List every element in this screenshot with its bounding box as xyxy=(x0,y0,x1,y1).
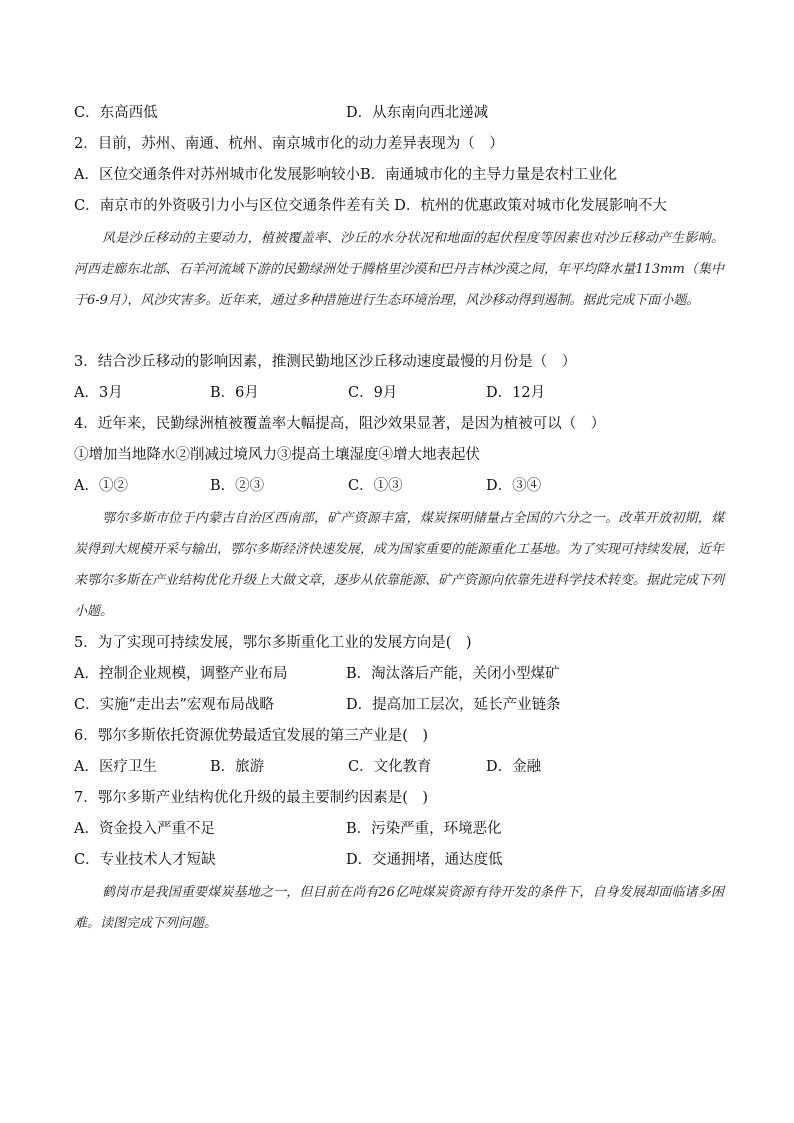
q4-items: ①增加当地降水②削减过境风力③提高土壤湿度④增大地表起伏 xyxy=(74,447,480,463)
q2-stem: 2．目前，苏州、南通、杭州、南京城市化的动力差异表现为（ ） xyxy=(74,136,504,152)
q5-option-b: B．淘汰落后产能，关闭小型煤矿 xyxy=(346,666,560,682)
passage-dunes: 风是沙丘移动的主要动力，植被覆盖率、沙丘的水分状况和地面的起伏程度等因素也对沙丘移动产生影响。河西走廊东北部、石羊河流域下游的民勤绿洲处于腾格里沙漠和巴丹吉林沙漠之间，年平均降水量113mm（集中于6-9月），风沙灾害多。近年来，通过多种措施进行生态环境治理，风沙移动得到遏制。据此完成下面小题。 xyxy=(74,231,724,308)
q2-options-cd: C．南京市的外资吸引力小与区位交通条件差有关 D．杭州的优惠政策对城市化发展影响不大 xyxy=(74,198,667,214)
passage-hegang: 鹤岗市是我国重要煤炭基地之一，但目前在尚有26亿吨煤炭资源有待开发的条件下，自身发展却面临诸多困难。读图完成下列问题。 xyxy=(74,885,724,931)
q2-options-ab: A．区位交通条件对苏州城市化发展影响较小B．南通城市化的主导力量是农村工业化 xyxy=(74,167,618,183)
q3-options xyxy=(74,383,734,403)
q5-stem: 5．为了实现可持续发展，鄂尔多斯重化工业的发展方向是( ) xyxy=(74,635,472,651)
q7-option-d: D．交通拥堵，通达度低 xyxy=(346,852,503,868)
q1-option-d: D．从东南向西北递减 xyxy=(346,105,489,121)
q5-options-ab xyxy=(74,664,734,684)
q5-option-d: D．提高加工层次，延长产业链条 xyxy=(346,697,561,713)
q6-option-b: B．旅游 xyxy=(210,759,265,775)
q1-option-c: C．东高西低 xyxy=(74,105,158,121)
q3-option-a: A．3月 xyxy=(74,385,123,401)
q5-option-c: C．实施“走出去”宏观布局战略 xyxy=(74,697,274,713)
q7-options-cd xyxy=(74,850,734,870)
q1-options-cd xyxy=(74,103,734,123)
passage-ordos: 鄂尔多斯市位于内蒙古自治区西南部，矿产资源丰富，煤炭探明储量占全国的六分之一。改革开放初期，煤炭得到大规模开采与输出，鄂尔多斯经济快速发展，成为国家重要的能源重化工基地。为了实现可持续发展，近年来鄂尔多斯在产业结构优化升级上大做文章，逐步从依靠能源、矿产资源向依靠先进科学技术转变。据此完成下列小题。 xyxy=(74,511,725,619)
q7-options-ab xyxy=(74,819,734,839)
q4-options xyxy=(74,476,734,496)
q6-option-c: C．文化教育 xyxy=(348,759,432,775)
q7-stem: 7．鄂尔多斯产业结构优化升级的最主要制约因素是( ) xyxy=(74,790,429,806)
q7-option-b: B．污染严重，环境恶化 xyxy=(346,821,502,837)
q7-option-a: A．资金投入严重不足 xyxy=(74,821,215,837)
q4-stem: 4．近年来，民勤绿洲植被覆盖率大幅提高，阻沙效果显著，是因为植被可以（ ） xyxy=(74,416,606,432)
q6-option-a: A．医疗卫生 xyxy=(74,759,157,775)
q3-stem: 3．结合沙丘移动的影响因素，推测民勤地区沙丘移动速度最慢的月份是（ ） xyxy=(74,354,577,370)
q4-option-a: A．①② xyxy=(74,478,128,494)
q5-option-a: A．控制企业规模，调整产业布局 xyxy=(74,666,288,682)
q7-option-c: C．专业技术人才短缺 xyxy=(74,852,216,868)
q4-option-b: B．②③ xyxy=(210,478,265,494)
q5-options-cd xyxy=(74,695,734,715)
q3-option-c: C．9月 xyxy=(348,385,398,401)
q6-option-d: D．金融 xyxy=(486,759,542,775)
q3-option-d: D．12月 xyxy=(486,385,546,401)
q3-option-b: B．6月 xyxy=(210,385,259,401)
q6-options xyxy=(74,757,734,777)
q6-stem: 6．鄂尔多斯依托资源优势最适宜发展的第三产业是( ) xyxy=(74,728,429,744)
q4-option-c: C．①③ xyxy=(348,478,403,494)
q4-option-d: D．③④ xyxy=(486,478,542,494)
